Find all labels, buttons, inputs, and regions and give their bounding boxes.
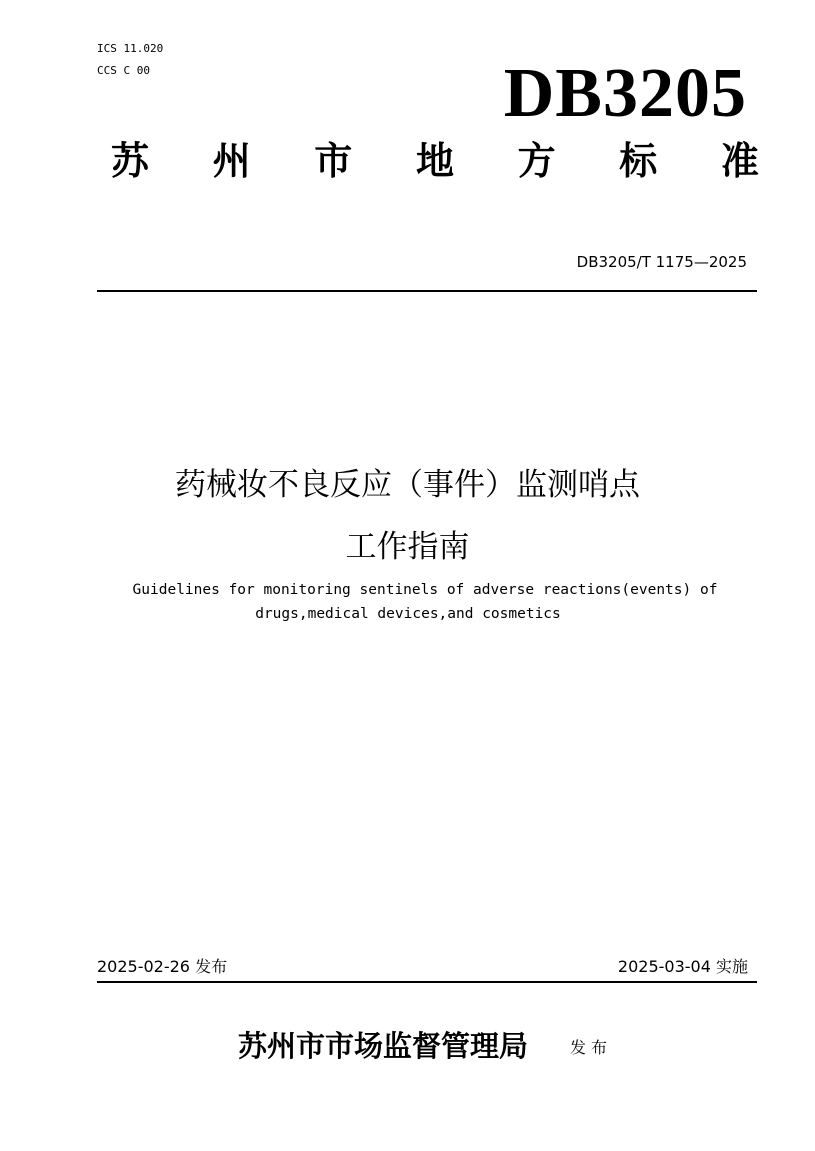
- chinese-title-line-1: 药械妆不良反应（事件）监测哨点: [175, 467, 640, 503]
- english-title-line-1: Guidelines for monitoring sentinels of adverse reactions(events) of: [132, 582, 718, 598]
- standard-number: DB3205/T 1175—2025: [576, 253, 747, 271]
- ics-code: ICS 11.020: [97, 42, 164, 55]
- issuing-authority: 苏州市市场监督管理局: [238, 1029, 529, 1063]
- standard-type-title: [110, 135, 760, 187]
- english-title-line-2: drugs,medical devices,and cosmetics: [255, 606, 561, 622]
- standard-type-char: 州: [212, 138, 251, 183]
- standard-type-char: 方: [517, 138, 556, 183]
- implementation-date: 2025-03-04 实施: [617, 957, 748, 976]
- standard-type-char: 准: [720, 138, 759, 183]
- standard-type-char: 地: [415, 138, 454, 183]
- standard-type-char: 标: [619, 138, 658, 183]
- top-divider: [97, 290, 757, 292]
- standard-logo: DB3205: [503, 55, 747, 132]
- chinese-title-line-2: 工作指南: [345, 529, 470, 565]
- standard-type-char: 市: [314, 138, 353, 183]
- ccs-code: CCS C 00: [97, 64, 150, 77]
- release-date: 2025-02-26 发布: [97, 957, 228, 976]
- standard-type-char: 苏: [110, 138, 149, 183]
- bottom-divider: [97, 981, 757, 983]
- issue-label: 发布: [570, 1038, 613, 1057]
